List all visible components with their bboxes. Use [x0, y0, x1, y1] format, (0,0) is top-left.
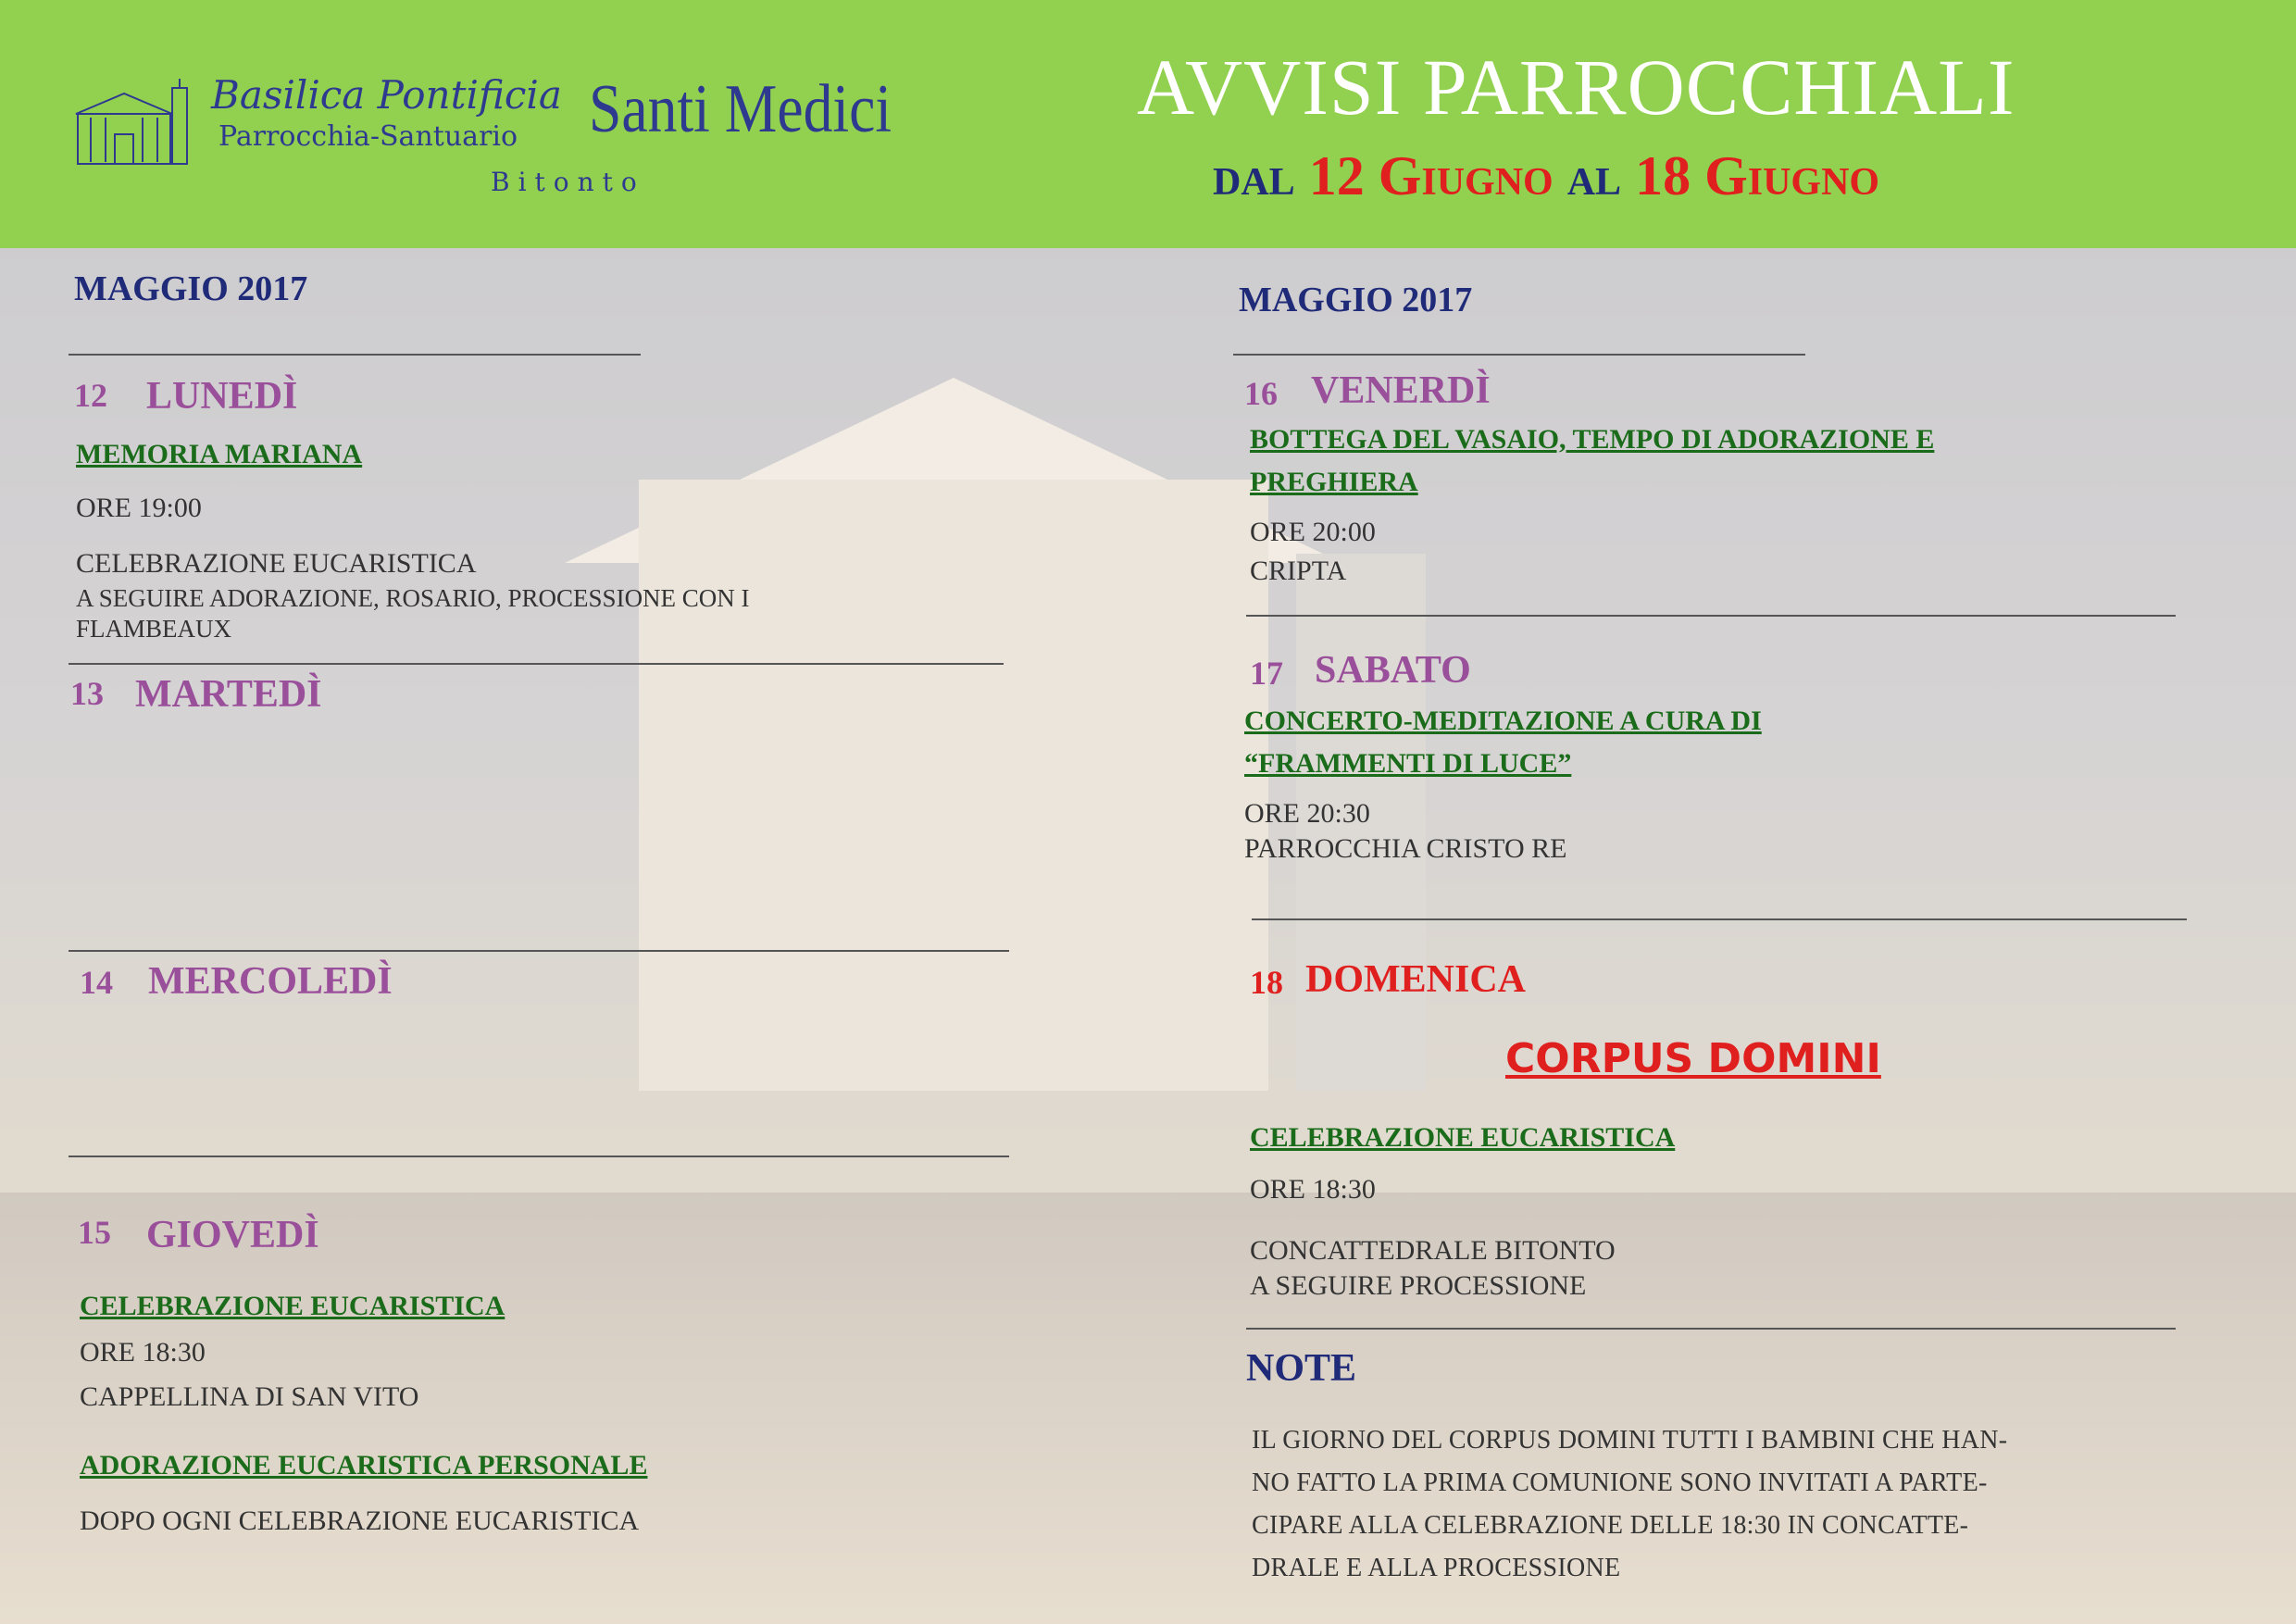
day-name: VENERDÌ [1311, 369, 1491, 412]
divider [69, 354, 641, 356]
event-description: CELEBRAZIONE EUCARISTICA [76, 548, 477, 579]
event-place: CRIPTA [1250, 556, 1347, 586]
event-title-line2: “FRAMMENTI DI LUCE” [1244, 748, 1572, 779]
logo-main-text: Santi Medici [589, 71, 892, 147]
event-time: ORE 20:00 [1250, 517, 1376, 547]
event-time: ORE 20:30 [1244, 798, 1370, 829]
event-place: CONCATTEDRALE BITONTO [1250, 1235, 1616, 1266]
date-range-al: al [1566, 145, 1622, 206]
event-title-line2: PREGHIERA [1250, 467, 1418, 497]
event-title: ADORAZIONE EUCARISTICA PERSONALE [80, 1450, 648, 1480]
logo-city: Bitonto [491, 167, 645, 197]
day-name: MARTEDÌ [135, 673, 322, 716]
date-range-start: 12 Giugno [1308, 145, 1554, 206]
left-month-heading: MAGGIO 2017 [74, 269, 308, 308]
event-title: MEMORIA MARIANA [76, 439, 363, 469]
day-name: DOMENICA [1305, 958, 1526, 1001]
note-heading: NOTE [1246, 1347, 1357, 1390]
event-place: PARROCCHIA CRISTO RE [1244, 833, 1567, 864]
event-title: CONCERTO-MEDITAZIONE A CURA DI [1244, 706, 1762, 736]
divider [69, 950, 1009, 952]
event-title: BOTTEGA DEL VASAIO, TEMPO DI ADORAZIONE E [1250, 424, 1935, 455]
logo-subtitle: Parrocchia-Santuario [218, 120, 518, 153]
day-number: 16 [1244, 375, 1278, 412]
event-title: CELEBRAZIONE EUCARISTICA [80, 1291, 505, 1321]
event-description: DOPO OGNI CELEBRAZIONE EUCARISTICA [80, 1505, 640, 1536]
date-range-dal: dal [1213, 145, 1295, 206]
logo-script-text: Basilica Pontificia [211, 72, 562, 118]
day-name: SABATO [1315, 649, 1471, 692]
event-time: ORE 19:00 [76, 493, 202, 523]
divider [1233, 354, 1805, 356]
divider [1246, 615, 2176, 617]
day-number: 15 [78, 1214, 111, 1251]
right-month-heading: MAGGIO 2017 [1239, 281, 1473, 319]
note-line: DRALE E ALLA PROCESSIONE [1252, 1554, 1621, 1582]
event-place: CAPPELLINA DI SAN VITO [80, 1381, 419, 1412]
day-number: 18 [1250, 964, 1283, 1001]
page-title: AVVISI PARROCCHIALI [1137, 43, 2015, 131]
header-banner [0, 0, 2296, 248]
feast-title: CORPUS DOMINI [1505, 1035, 1881, 1082]
day-name: MERCOLEDÌ [148, 960, 393, 1003]
note-line: CIPARE ALLA CELEBRAZIONE DELLE 18:30 IN CONCATTE- [1252, 1511, 1969, 1540]
day-number: 13 [70, 675, 104, 712]
event-description-line2: A SEGUIRE ADORAZIONE, ROSARIO, PROCESSIONE CON I [76, 584, 750, 612]
event-description: A SEGUIRE PROCESSIONE [1250, 1270, 1587, 1301]
event-title: CELEBRAZIONE EUCARISTICA [1250, 1122, 1676, 1153]
day-name: GIOVEDÌ [146, 1214, 319, 1256]
date-range [1213, 144, 1879, 208]
note-line: NO FATTO LA PRIMA COMUNIONE SONO INVITATI A PARTE- [1252, 1468, 1988, 1497]
divider [69, 1156, 1009, 1157]
day-number: 12 [74, 377, 107, 414]
event-time: ORE 18:30 [1250, 1174, 1376, 1205]
event-time: ORE 18:30 [80, 1337, 206, 1368]
day-number: 17 [1250, 655, 1283, 692]
day-name: LUNEDÌ [146, 375, 298, 418]
divider [1246, 1328, 2176, 1330]
divider [1252, 918, 2187, 920]
event-description-line3: FLAMBEAUX [76, 615, 232, 643]
basilica-logo-icon [72, 79, 191, 168]
divider [69, 663, 1004, 665]
note-line: IL GIORNO DEL CORPUS DOMINI TUTTI I BAMBINI CHE HAN- [1252, 1426, 2008, 1455]
date-range-end: 18 Giugno [1635, 145, 1880, 206]
day-number: 14 [80, 964, 113, 1001]
